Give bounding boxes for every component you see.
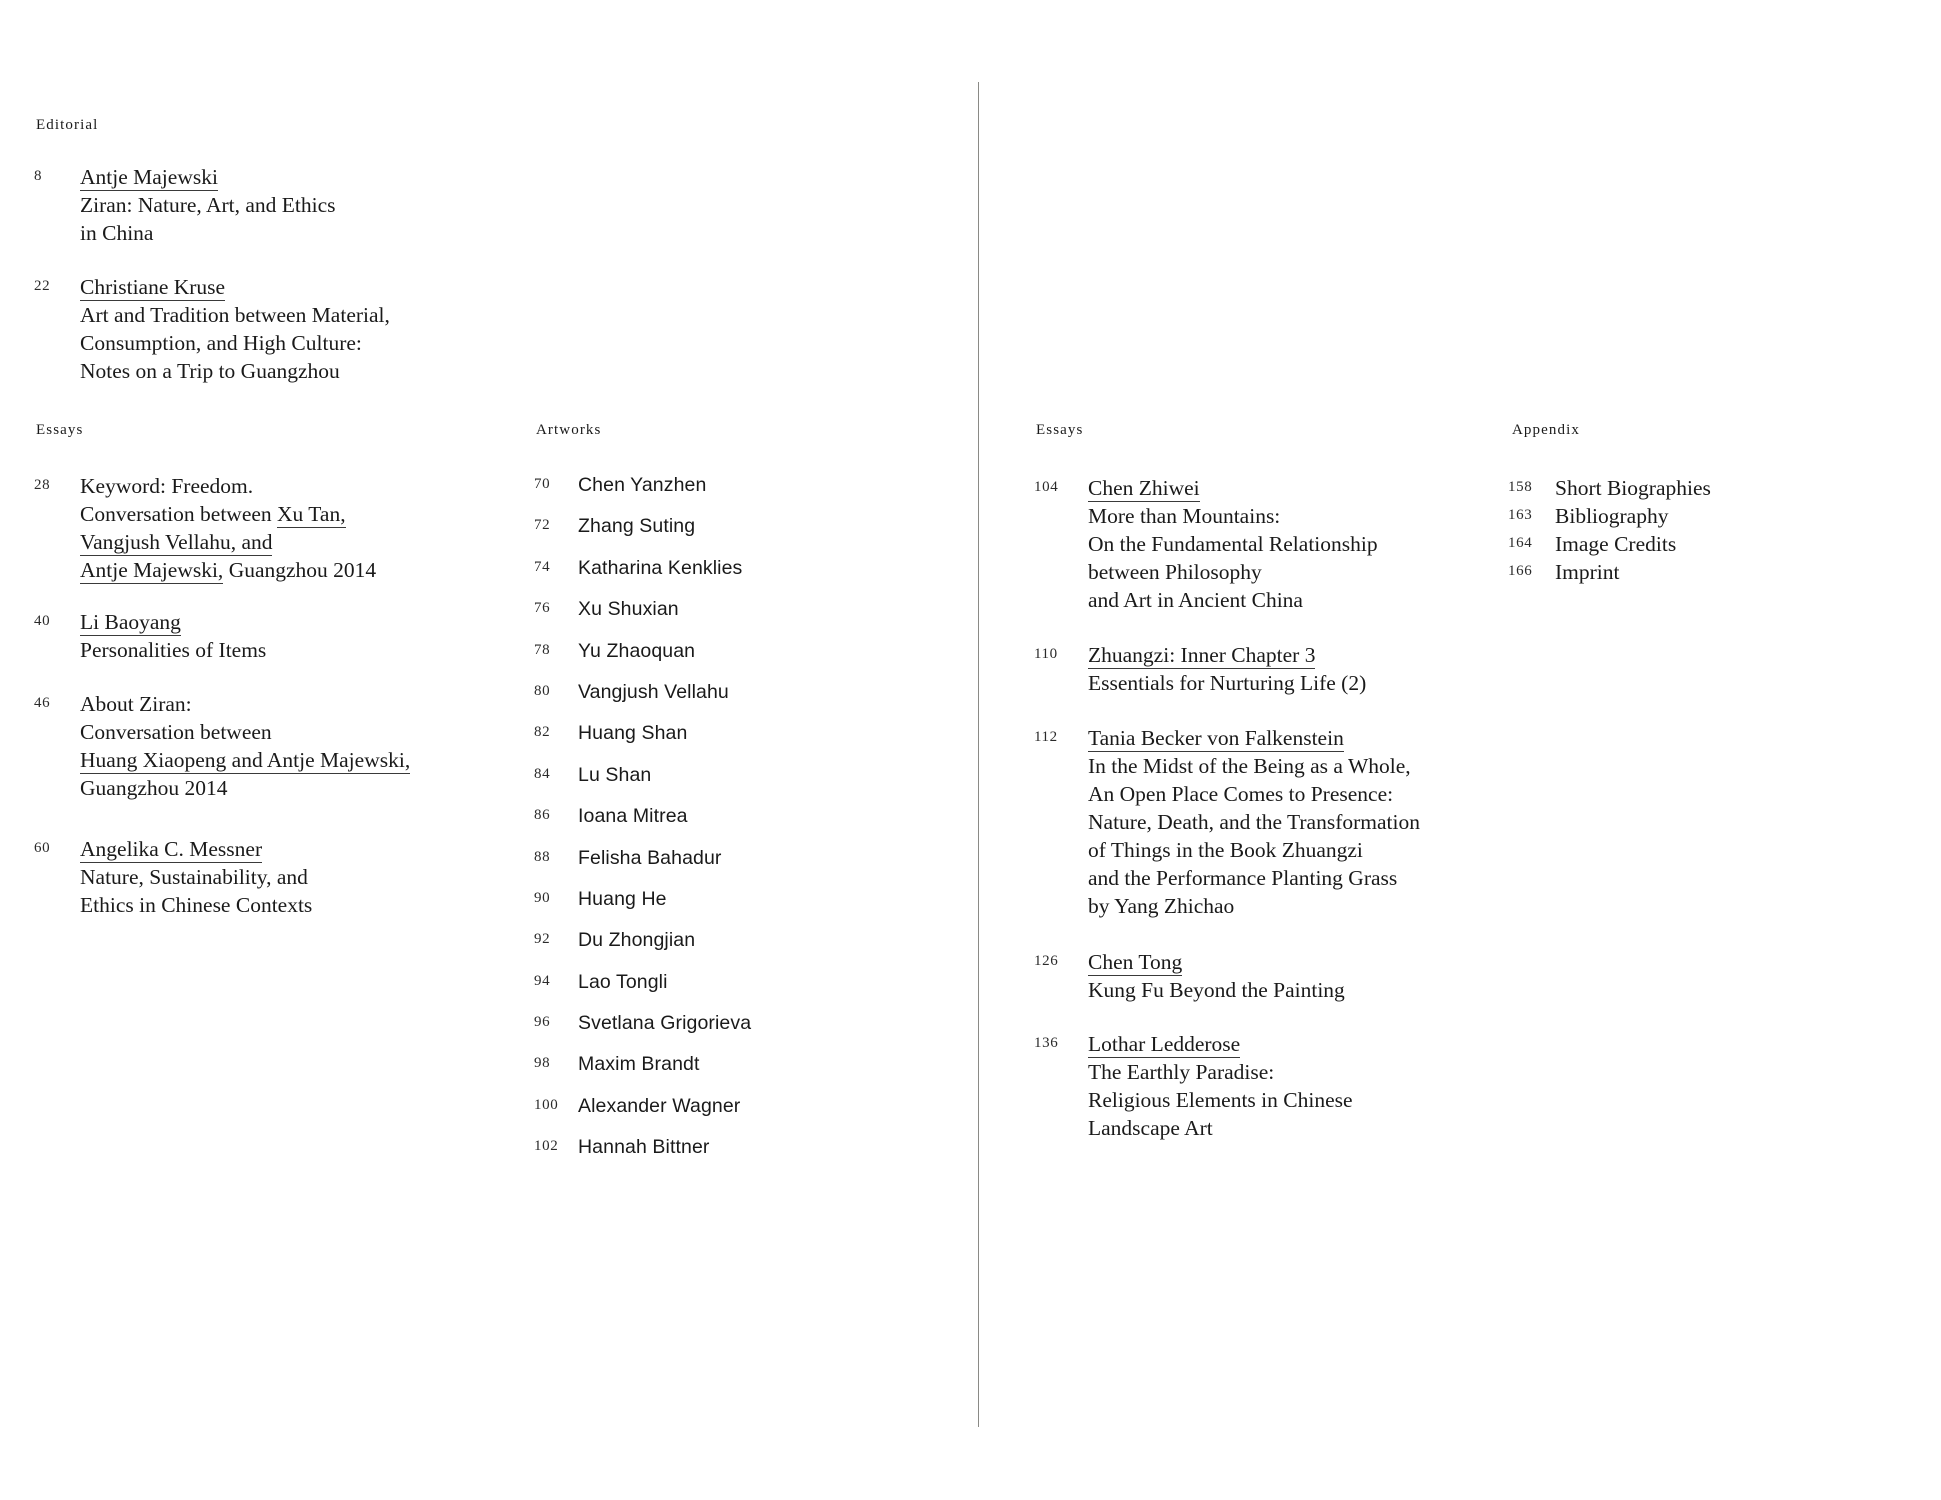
entry-text: [1088, 724, 1420, 920]
artworks-section: [536, 422, 956, 439]
entry-author-link[interactable]: Li Baoyang: [80, 610, 181, 634]
artworks-heading: Artworks: [536, 422, 602, 438]
entry-author-link[interactable]: Antje Majewski,: [80, 558, 224, 582]
entry-text: [80, 273, 390, 385]
artworks-list: [534, 472, 954, 1160]
entry-line: Essentials for Nurturing Life (2): [1088, 671, 1367, 695]
artwork-name: Svetlana Grigorieva: [578, 1012, 752, 1035]
artwork-name: Huang He: [578, 887, 667, 910]
entry-line: Keyword: Freedom.: [80, 474, 254, 498]
list-item[interactable]: [534, 762, 954, 788]
essay-entry-28[interactable]: [34, 472, 504, 584]
essay-entry-136[interactable]: [1034, 1030, 1534, 1142]
artwork-name: Maxim Brandt: [578, 1053, 700, 1076]
artwork-name: Lu Shan: [578, 763, 652, 786]
entry-line: Personalities of Items: [80, 638, 267, 662]
list-item[interactable]: [534, 679, 954, 705]
list-item[interactable]: [1508, 474, 1908, 502]
entry-text: [80, 163, 336, 247]
essay-entry-46[interactable]: [34, 690, 504, 802]
essay-entry-60[interactable]: [34, 835, 504, 919]
editorial-entry-22[interactable]: [34, 273, 504, 385]
entry-line: In the Midst of the Being as a Whole,: [1088, 754, 1411, 778]
entry-line: between Philosophy: [1088, 560, 1262, 584]
editorial-entry-8[interactable]: [34, 163, 504, 247]
entry-page-number: 126: [1034, 953, 1059, 969]
entry-line: of Things in the Book Zhuangzi: [1088, 838, 1363, 862]
entry-page-number: 78: [534, 641, 551, 658]
entry-line: Ethics in Chinese Contexts: [80, 893, 313, 917]
entry-line: An Open Place Comes to Presence:: [1088, 782, 1394, 806]
entry-page-number: 158: [1508, 479, 1533, 495]
essay-entry-104[interactable]: [1034, 474, 1534, 614]
entry-line: Religious Elements in Chinese: [1088, 1088, 1353, 1112]
list-item[interactable]: [534, 845, 954, 871]
list-item[interactable]: [534, 472, 954, 498]
artwork-name: Zhang Suting: [578, 515, 696, 538]
entry-page-number: 84: [534, 765, 551, 782]
editorial-heading: Editorial: [36, 117, 99, 133]
list-item[interactable]: [534, 638, 954, 664]
entry-page-number: 166: [1508, 563, 1533, 579]
entry-page-number: 80: [534, 682, 551, 699]
entry-page-number: 104: [1034, 479, 1059, 495]
entry-line: Nature, Death, and the Transformation: [1088, 810, 1420, 834]
entry-title-link[interactable]: Zhuangzi: Inner Chapter 3: [1088, 643, 1316, 667]
artwork-name: Vangjush Vellahu: [578, 680, 729, 703]
entry-page-number: 90: [534, 889, 551, 906]
editorial-section: [36, 117, 456, 134]
entry-author-link[interactable]: Angelika C. Messner: [80, 837, 263, 861]
list-item[interactable]: [534, 969, 954, 995]
entry-text: [1088, 948, 1345, 1004]
entry-line: and Art in Ancient China: [1088, 588, 1303, 612]
entry-line: in China: [80, 221, 154, 245]
appendix-heading: Appendix: [1512, 422, 1580, 438]
entry-line: Ziran: Nature, Art, and Ethics: [80, 193, 336, 217]
entry-text: [1088, 474, 1378, 614]
entry-page-number: 96: [534, 1014, 551, 1031]
entry-page-number: 94: [534, 972, 551, 989]
entry-author-link[interactable]: Huang Xiaopeng and Antje Majewski,: [80, 748, 411, 772]
list-item[interactable]: [534, 720, 954, 746]
essay-entry-126[interactable]: [1034, 948, 1534, 1004]
entry-page-number: 100: [534, 1096, 559, 1113]
list-item[interactable]: [534, 1010, 954, 1036]
entry-page-number: 110: [1034, 646, 1058, 662]
entry-author-link[interactable]: Tania Becker von Falkenstein: [1088, 726, 1344, 750]
entry-line: More than Mountains:: [1088, 504, 1281, 528]
entry-line: On the Fundamental Relationship: [1088, 532, 1378, 556]
entry-author-link[interactable]: Chen Tong: [1088, 950, 1183, 974]
entry-line: Notes on a Trip to Guangzhou: [80, 359, 340, 383]
essay-entry-110[interactable]: [1034, 641, 1534, 697]
entry-line: Kung Fu Beyond the Painting: [1088, 978, 1345, 1002]
entry-line: Consumption, and High Culture:: [80, 331, 362, 355]
entry-line: Art and Tradition between Material,: [80, 303, 390, 327]
artwork-name: Felisha Bahadur: [578, 846, 722, 869]
entry-page-number: 164: [1508, 535, 1533, 551]
essay-entry-40[interactable]: [34, 608, 504, 664]
list-item[interactable]: [534, 886, 954, 912]
entry-text: [80, 690, 410, 802]
artwork-name: Xu Shuxian: [578, 598, 679, 621]
artwork-name: Chen Yanzhen: [578, 474, 707, 496]
entry-line: by Yang Zhichao: [1088, 894, 1235, 918]
entry-text: [1088, 641, 1366, 697]
left-essays-section: [36, 422, 456, 439]
entry-page-number: 112: [1034, 729, 1058, 745]
page-gutter-rule: [978, 82, 979, 1427]
artwork-name: Yu Zhaoquan: [578, 639, 696, 662]
artwork-name: Huang Shan: [578, 722, 688, 745]
entry-page-number: 82: [534, 724, 551, 741]
entry-text: [1088, 1030, 1353, 1142]
list-item[interactable]: [534, 1093, 954, 1119]
entry-page-number: 136: [1034, 1035, 1059, 1051]
artwork-name: Ioana Mitrea: [578, 805, 688, 828]
entry-page-number: 60: [34, 840, 51, 856]
entry-page-number: 70: [534, 476, 551, 492]
appendix-list: [1508, 474, 1908, 586]
left-essays-heading: Essays: [36, 422, 84, 438]
entry-page-number: 102: [534, 1138, 559, 1155]
entry-author-link[interactable]: Xu Tan,: [277, 502, 346, 526]
entry-text: Keyword: Freedom. Conversation between Xu Tan, Vangjush Vellahu, and Antje Majewski, Guangzhou 2014: [80, 474, 377, 582]
entry-author-link[interactable]: Vangjush Vellahu, and: [80, 530, 273, 554]
entry-line: Landscape Art: [1088, 1116, 1213, 1140]
entry-line: Conversation between: [80, 720, 272, 744]
artwork-name: Katharina Kenklies: [578, 556, 743, 579]
artwork-name: Lao Tongli: [578, 970, 668, 993]
entry-text: [80, 835, 312, 919]
appendix-name: Imprint: [1555, 560, 1620, 584]
essay-entry-112[interactable]: [1034, 724, 1594, 920]
list-item[interactable]: [534, 596, 954, 622]
entry-page-number: 40: [34, 613, 51, 629]
entry-line: Nature, Sustainability, and: [80, 865, 308, 889]
entry-page-number: 98: [534, 1055, 551, 1072]
artwork-name: Du Zhongjian: [578, 929, 696, 952]
list-item[interactable]: [534, 513, 954, 539]
list-item[interactable]: [534, 1051, 954, 1077]
right-essays-section: [1036, 422, 1456, 439]
list-item[interactable]: [534, 927, 954, 953]
list-item[interactable]: [534, 1134, 954, 1160]
entry-line: The Earthly Paradise:: [1088, 1060, 1275, 1084]
entry-line: Guangzhou 2014: [80, 776, 228, 800]
entry-author-link[interactable]: Lothar Ledderose: [1088, 1032, 1241, 1056]
list-item[interactable]: [534, 803, 954, 829]
entry-text: [80, 608, 266, 664]
appendix-name: Image Credits: [1555, 532, 1677, 556]
entry-page-number: 88: [534, 848, 551, 865]
appendix-name: Short Biographies: [1555, 476, 1711, 500]
list-item[interactable]: [1508, 502, 1908, 530]
list-item[interactable]: [1508, 530, 1908, 558]
entry-page-number: 92: [534, 931, 551, 948]
entry-page-number: 8: [34, 168, 43, 184]
entry-page-number: 76: [534, 600, 551, 617]
appendix-section: [1512, 422, 1892, 439]
entry-author-link[interactable]: Antje Majewski: [80, 165, 218, 189]
appendix-name: Bibliography: [1555, 504, 1669, 528]
artwork-name: Hannah Bittner: [578, 1136, 710, 1159]
entry-page-number: 163: [1508, 507, 1533, 523]
entry-line: and the Performance Planting Grass: [1088, 866, 1398, 890]
entry-author-link[interactable]: Chen Zhiwei: [1088, 476, 1200, 500]
artwork-name: Alexander Wagner: [578, 1094, 741, 1117]
list-item[interactable]: [534, 555, 954, 581]
entry-page-number: 72: [534, 517, 551, 534]
entry-page-number: 22: [34, 278, 51, 294]
right-essays-heading: Essays: [1036, 422, 1084, 438]
entry-page-number: 74: [534, 558, 551, 575]
entry-line: About Ziran:: [80, 692, 192, 716]
entry-page-number: 46: [34, 695, 51, 711]
entry-page-number: 86: [534, 807, 551, 824]
entry-author-link[interactable]: Christiane Kruse: [80, 275, 226, 299]
entry-page-number: 28: [34, 477, 51, 493]
list-item[interactable]: [1508, 558, 1908, 586]
